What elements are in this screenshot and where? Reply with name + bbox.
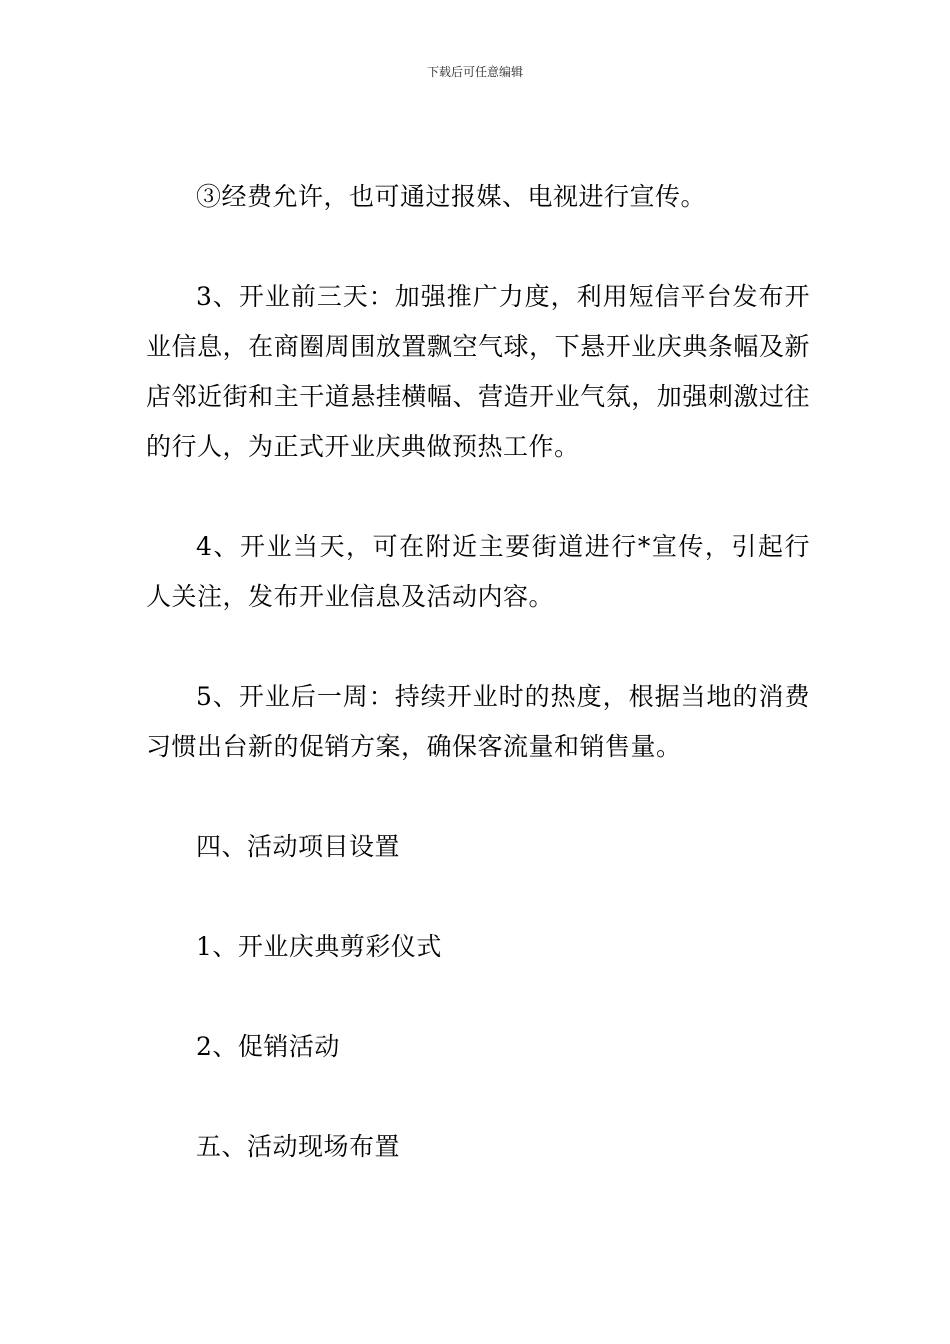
paragraph-gap bbox=[146, 972, 810, 1022]
paragraph-gap bbox=[146, 772, 810, 822]
section-heading-activities: 四、活动项目设置 bbox=[196, 832, 401, 861]
paragraph-gap bbox=[146, 872, 810, 922]
paragraph-gap bbox=[146, 472, 810, 522]
list-item-promotion: 2、促销活动 bbox=[196, 1032, 340, 1061]
paragraph-funding: ③经费允许，也可通过报媒、电视进行宣传。 bbox=[196, 182, 707, 211]
paragraph-week-after: 5、开业后一周：持续开业时的热度，根据当地的消费习惯出台新的促销方案，确保客流量和销售量。 bbox=[146, 682, 810, 761]
list-item-ribbon-cutting: 1、开业庆典剪彩仪式 bbox=[196, 932, 442, 961]
section-heading-venue-setup: 五、活动现场布置 bbox=[196, 1132, 401, 1161]
document-body bbox=[146, 172, 810, 1172]
page-header: 下载后可任意编辑 bbox=[426, 65, 523, 79]
paragraph-opening-day: 4、开业当天，可在附近主要街道进行*宣传，引起行人关注，发布开业信息及活动内容。 bbox=[146, 532, 810, 611]
paragraph-gap bbox=[146, 1072, 810, 1122]
paragraph-three-days-before: 3、开业前三天：加强推广力度，利用短信平台发布开业信息，在商圈周围放置飘空气球，下悬开业庆典条幅及新店邻近街和主干道悬挂横幅、营造开业气氛，加强刺激过往的行人，为正式开业庆典做预热工作。 bbox=[146, 282, 810, 461]
paragraph-gap bbox=[146, 222, 810, 272]
paragraph-gap bbox=[146, 622, 810, 672]
